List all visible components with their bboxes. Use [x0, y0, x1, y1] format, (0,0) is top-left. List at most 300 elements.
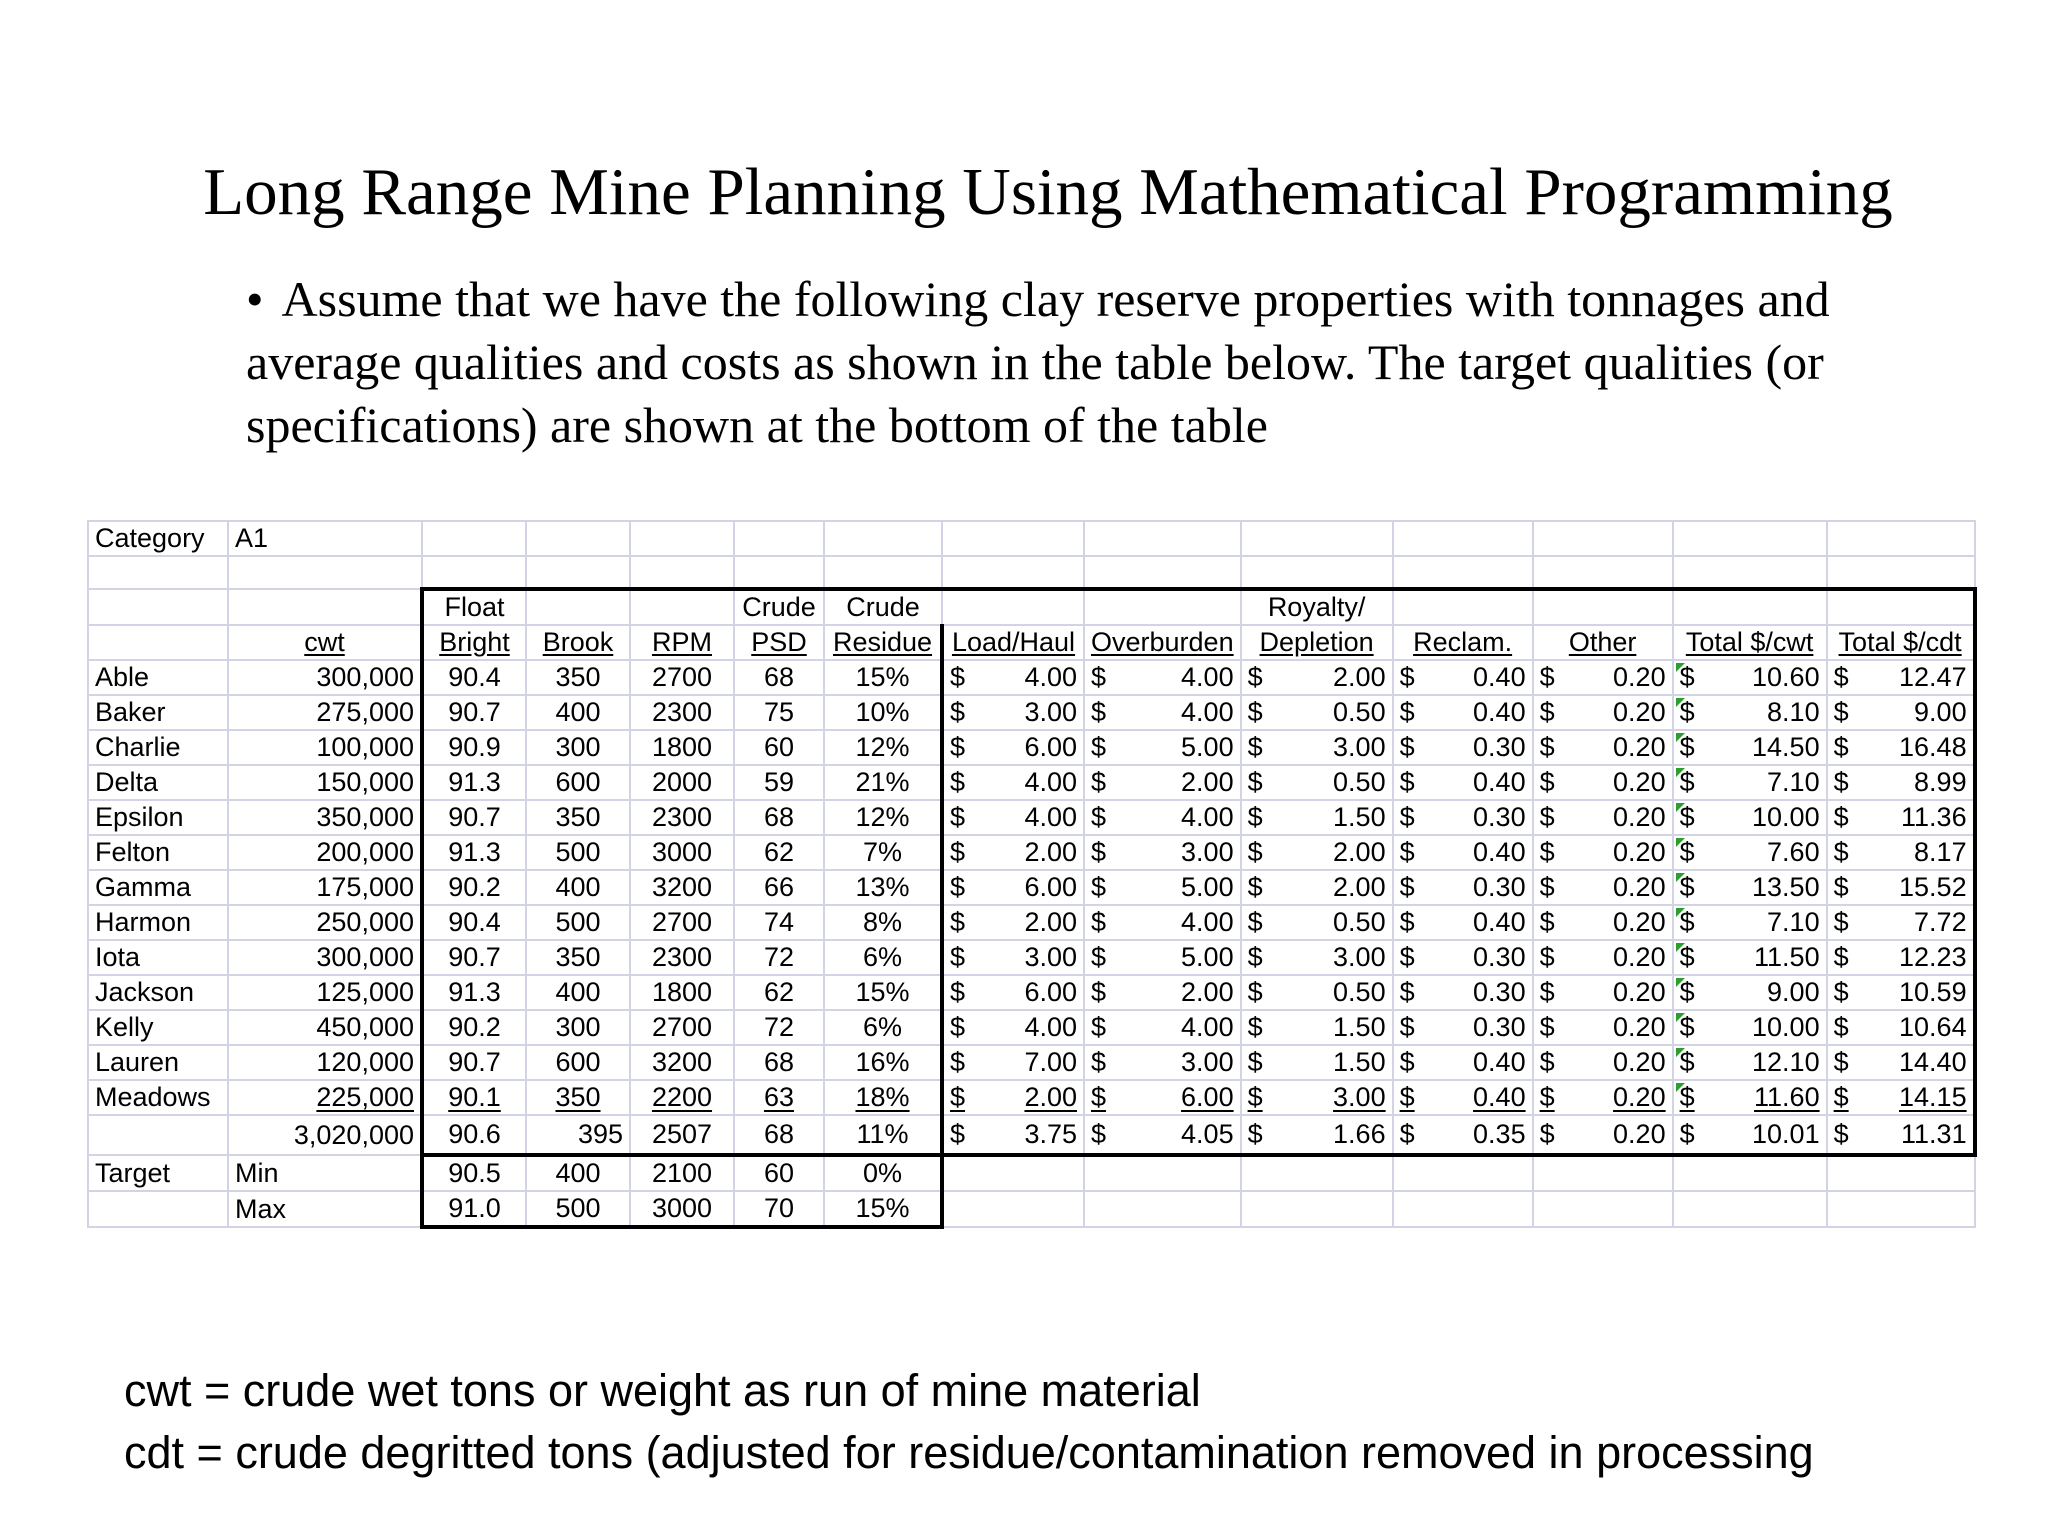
target-max-rpm: 3000: [630, 1191, 734, 1227]
total-cwt-value: 3,020,000: [228, 1115, 422, 1155]
bright-value: 91.3: [448, 767, 501, 797]
empty-cell: [1533, 556, 1673, 589]
rpm-value: 2300: [651, 942, 713, 972]
money-amount: 0.20: [1613, 1082, 1666, 1112]
column-header: [1084, 625, 1241, 660]
money-amount: 5.00: [1181, 872, 1234, 902]
empty-cell: [1827, 1155, 1975, 1191]
property-name: Felton: [88, 835, 228, 870]
rpm-value: 2300: [651, 802, 713, 832]
total-cdt-cell: [1827, 1080, 1975, 1115]
overburden-cell: [1084, 835, 1241, 870]
reclam-cell: [1393, 905, 1533, 940]
empty-cell: [824, 521, 942, 556]
bright-value: 90.4: [448, 662, 501, 692]
empty-cell: [1393, 556, 1533, 589]
empty-cell: [1673, 1155, 1827, 1191]
empty-cell: [942, 521, 1084, 556]
target-max-bright: 91.0: [422, 1191, 526, 1227]
cwt-cell: [228, 870, 422, 905]
currency-symbol: $: [1247, 662, 1263, 692]
empty-cell: [1533, 589, 1673, 625]
brook-cell: [526, 695, 630, 730]
currency-symbol: $: [1091, 837, 1107, 867]
brook-value: 400: [555, 697, 601, 727]
money-amount: 0.20: [1613, 1012, 1666, 1042]
psd-cell: [734, 730, 824, 765]
empty-cell: [1673, 556, 1827, 589]
currency-symbol: $: [950, 767, 966, 797]
residue-value: 15%: [855, 977, 910, 1007]
load-haul-cell: [942, 765, 1084, 800]
money-amount: 0.20: [1613, 1047, 1666, 1077]
psd-value: 66: [763, 872, 795, 902]
other-cell: [1533, 1045, 1673, 1080]
money-amount: 0.30: [1473, 1012, 1526, 1042]
money-amount: 7.72: [1914, 907, 1967, 937]
empty-cell: [526, 556, 630, 589]
money-amount: 2.00: [1333, 662, 1386, 692]
psd-cell: [734, 800, 824, 835]
bright-value: 90.7: [448, 1047, 501, 1077]
money-amount: 10.59: [1899, 977, 1967, 1007]
money-amount: 0.50: [1333, 907, 1386, 937]
currency-symbol: $: [1833, 1119, 1849, 1149]
money-amount: 4.00: [1181, 802, 1234, 832]
column-header-text: Load/Haul: [951, 627, 1076, 657]
money-amount: 0.40: [1473, 662, 1526, 692]
money-amount: 12.23: [1899, 942, 1967, 972]
overburden-cell: [1084, 730, 1241, 765]
table-row: [88, 695, 1975, 730]
money-amount: 5.00: [1181, 732, 1234, 762]
total-cdt-cell: [1827, 905, 1975, 940]
money-amount: 3.00: [1181, 837, 1234, 867]
cwt-cell: [228, 1045, 422, 1080]
money-amount: 9.00: [1914, 697, 1967, 727]
column-header: [526, 625, 630, 660]
table-row: [88, 940, 1975, 975]
money-amount: 2.00: [1024, 1082, 1077, 1112]
money-amount: 11.60: [1754, 1082, 1820, 1112]
currency-symbol: $: [1833, 942, 1849, 972]
residue-cell: [824, 940, 942, 975]
money-amount: 7.10: [1767, 767, 1820, 797]
currency-symbol: $: [1539, 872, 1555, 902]
rpm-value: 2700: [651, 907, 713, 937]
target-max-brook: 500: [526, 1191, 630, 1227]
load-haul-cell: [942, 1080, 1084, 1115]
currency-symbol: $: [1091, 732, 1107, 762]
reclam-cell: [1393, 765, 1533, 800]
load-haul-cell: [942, 940, 1084, 975]
total-cdt-cell: [1827, 940, 1975, 975]
money-amount: 5.00: [1181, 942, 1234, 972]
currency-symbol: $: [1539, 907, 1555, 937]
rpm-cell: [630, 1080, 734, 1115]
bullet-text: Assume that we have the following clay reserve properties with tonnages and average qualities and costs as shown in the table below. The target qualities (or specifications) are shown at the bottom of the table: [246, 271, 1830, 453]
money-amount: 0.20: [1613, 837, 1666, 867]
empty-cell: [942, 589, 1084, 625]
table-row: [88, 975, 1975, 1010]
residue-value: 10%: [855, 697, 910, 727]
rpm-cell: [630, 765, 734, 800]
money-amount: 0.20: [1613, 977, 1666, 1007]
brook-value: 500: [555, 837, 601, 867]
table-row: [88, 1080, 1975, 1115]
residue-value: 12%: [855, 732, 910, 762]
column-header-text: Total $/cwt: [1685, 627, 1814, 657]
currency-symbol: $: [1247, 697, 1263, 727]
cwt-value: 450,000: [316, 1012, 414, 1042]
total-reclam: [1393, 1115, 1533, 1155]
money-amount: 14.40: [1899, 1047, 1967, 1077]
royalty-cell: [1241, 870, 1393, 905]
rpm-value: 2200: [651, 1082, 713, 1112]
reclam-cell: [1393, 975, 1533, 1010]
money-amount: 0.40: [1473, 837, 1526, 867]
money-amount: 6.00: [1024, 872, 1077, 902]
psd-value: 60: [763, 732, 795, 762]
empty-cell: [1084, 521, 1241, 556]
total-cwt-cell: [1673, 1080, 1827, 1115]
residue-value: 8%: [862, 907, 903, 937]
psd-value: 68: [763, 1047, 795, 1077]
money-amount: 0.50: [1333, 697, 1386, 727]
target-max-row: [88, 1191, 1975, 1227]
empty-cell: [526, 589, 630, 625]
property-name: Delta: [88, 765, 228, 800]
currency-symbol: $: [1247, 907, 1263, 937]
definitions-notes: [124, 1360, 2024, 1484]
property-name: Lauren: [88, 1045, 228, 1080]
header-float: Float: [422, 589, 526, 625]
total-cwt-cell: [1673, 765, 1827, 800]
money-amount: 0.40: [1473, 767, 1526, 797]
money-amount: 2.00: [1333, 872, 1386, 902]
empty-cell: [1393, 521, 1533, 556]
money-amount: 15.52: [1899, 872, 1967, 902]
cwt-cell: [228, 905, 422, 940]
cwt-value: 225,000: [316, 1082, 414, 1112]
property-name: Jackson: [88, 975, 228, 1010]
money-amount: 12.10: [1752, 1047, 1820, 1077]
money-amount: 1.50: [1333, 1047, 1386, 1077]
total-cdt-cell: [1827, 765, 1975, 800]
column-header: [824, 625, 942, 660]
currency-symbol: $: [950, 802, 966, 832]
target-min-rpm: 2100: [630, 1155, 734, 1191]
currency-symbol: $: [1399, 1012, 1415, 1042]
column-header: [228, 625, 422, 660]
currency-symbol: $: [1539, 697, 1555, 727]
other-cell: [1533, 765, 1673, 800]
bright-cell: [422, 975, 526, 1010]
currency-symbol: $: [1833, 767, 1849, 797]
overburden-cell: [1084, 1010, 1241, 1045]
brook-value: 300: [555, 1012, 601, 1042]
bright-cell: [422, 1045, 526, 1080]
residue-value: 7%: [862, 837, 903, 867]
reclam-cell: [1393, 835, 1533, 870]
empty-cell: [88, 1115, 228, 1155]
currency-symbol: $: [950, 732, 966, 762]
currency-symbol: $: [1539, 1082, 1555, 1112]
cwt-value: 200,000: [316, 837, 414, 867]
psd-value: 62: [763, 977, 795, 1007]
currency-symbol: $: [1679, 837, 1695, 867]
total-bright: 90.6: [422, 1115, 526, 1155]
table-row: [88, 730, 1975, 765]
column-header: [1533, 625, 1673, 660]
money-amount: 14.15: [1899, 1082, 1967, 1112]
currency-symbol: $: [1679, 1119, 1695, 1149]
load-haul-cell: [942, 905, 1084, 940]
currency-symbol: $: [950, 837, 966, 867]
cwt-value: 125,000: [316, 977, 414, 1007]
table-row: [88, 905, 1975, 940]
currency-symbol: $: [1833, 732, 1849, 762]
total-royalty: [1241, 1115, 1393, 1155]
empty-cell: [422, 521, 526, 556]
money-amount: 14.50: [1752, 732, 1820, 762]
column-header-text: Overburden: [1091, 627, 1234, 657]
residue-cell: [824, 905, 942, 940]
other-cell: [1533, 730, 1673, 765]
empty-cell: [1393, 589, 1533, 625]
residue-value: 21%: [855, 767, 910, 797]
money-amount: 4.00: [1181, 907, 1234, 937]
currency-symbol: $: [1247, 942, 1263, 972]
column-header-text: Bright: [439, 627, 510, 657]
empty-cell: [734, 556, 824, 589]
load-haul-cell: [942, 800, 1084, 835]
load-haul-cell: [942, 1045, 1084, 1080]
residue-cell: [824, 1045, 942, 1080]
money-amount: 4.05: [1181, 1119, 1234, 1149]
column-header-text: Total $/cdt: [1838, 627, 1962, 657]
money-amount: 0.20: [1613, 697, 1666, 727]
total-cwt-cell: [1673, 1010, 1827, 1045]
bullet-paragraph: [246, 268, 1886, 457]
empty-cell: [88, 1191, 228, 1227]
property-name: Harmon: [88, 905, 228, 940]
currency-symbol: $: [1833, 907, 1849, 937]
money-amount: 16.48: [1899, 732, 1967, 762]
total-cwt-cell: [1673, 870, 1827, 905]
column-header: [942, 625, 1084, 660]
rpm-cell: [630, 695, 734, 730]
brook-value: 400: [555, 977, 601, 1007]
money-amount: 8.17: [1914, 837, 1967, 867]
currency-symbol: $: [1539, 767, 1555, 797]
rpm-value: 2000: [651, 767, 713, 797]
rpm-value: 3000: [651, 837, 713, 867]
empty-cell: [1084, 1191, 1241, 1227]
currency-symbol: $: [950, 697, 966, 727]
currency-symbol: $: [1539, 977, 1555, 1007]
total-total-cdt: [1827, 1115, 1975, 1155]
psd-cell: [734, 835, 824, 870]
empty-cell: [630, 556, 734, 589]
empty-cell: [1673, 1191, 1827, 1227]
note-cdt: cdt = crude degritted tons (adjusted for residue/contamination removed in processing: [124, 1427, 1814, 1478]
brook-cell: [526, 765, 630, 800]
money-amount: 2.00: [1181, 977, 1234, 1007]
bright-value: 90.7: [448, 942, 501, 972]
total-cdt-cell: [1827, 1045, 1975, 1080]
empty-cell: [1393, 1155, 1533, 1191]
category-value: A1: [228, 521, 422, 556]
psd-cell: [734, 940, 824, 975]
royalty-cell: [1241, 765, 1393, 800]
total-residue: 11%: [824, 1115, 942, 1155]
residue-value: 12%: [855, 802, 910, 832]
bright-value: 91.3: [448, 977, 501, 1007]
money-amount: 6.00: [1024, 977, 1077, 1007]
property-name: Gamma: [88, 870, 228, 905]
total-total-cwt: [1673, 1115, 1827, 1155]
money-amount: 3.00: [1024, 942, 1077, 972]
cwt-value: 175,000: [316, 872, 414, 902]
other-cell: [1533, 660, 1673, 695]
load-haul-cell: [942, 1010, 1084, 1045]
overburden-cell: [1084, 660, 1241, 695]
bright-cell: [422, 940, 526, 975]
money-amount: 12.47: [1899, 662, 1967, 692]
money-amount: 0.20: [1613, 767, 1666, 797]
money-amount: 0.40: [1473, 1082, 1526, 1112]
bright-cell: [422, 800, 526, 835]
total-overburden: [1084, 1115, 1241, 1155]
load-haul-cell: [942, 695, 1084, 730]
cwt-value: 150,000: [316, 767, 414, 797]
currency-symbol: $: [1539, 837, 1555, 867]
currency-symbol: $: [1679, 697, 1695, 727]
currency-symbol: $: [1539, 802, 1555, 832]
column-header-text: RPM: [652, 627, 712, 657]
empty-cell: [1241, 1155, 1393, 1191]
cwt-cell: [228, 800, 422, 835]
currency-symbol: $: [1247, 1047, 1263, 1077]
load-haul-cell: [942, 975, 1084, 1010]
money-amount: 6.00: [1181, 1082, 1234, 1112]
table-row: [88, 1010, 1975, 1045]
total-cwt-cell: [1673, 905, 1827, 940]
table-row: [88, 1045, 1975, 1080]
currency-symbol: $: [1399, 1082, 1415, 1112]
money-amount: 0.30: [1473, 732, 1526, 762]
empty-row: [88, 556, 1975, 589]
column-header: [88, 625, 228, 660]
empty-cell: [1533, 1191, 1673, 1227]
currency-symbol: $: [1399, 872, 1415, 902]
property-name: Iota: [88, 940, 228, 975]
total-cdt-cell: [1827, 1010, 1975, 1045]
bright-value: 90.2: [448, 872, 501, 902]
money-amount: 6.00: [1024, 732, 1077, 762]
total-cwt-cell: [1673, 940, 1827, 975]
total-rpm: 2507: [630, 1115, 734, 1155]
header-row: [88, 625, 1975, 660]
currency-symbol: $: [1679, 872, 1695, 902]
rpm-value: 2700: [651, 1012, 713, 1042]
money-amount: 0.30: [1473, 942, 1526, 972]
property-name: Charlie: [88, 730, 228, 765]
currency-symbol: $: [1833, 1047, 1849, 1077]
money-amount: 8.10: [1767, 697, 1820, 727]
empty-cell: [228, 556, 422, 589]
brook-cell: [526, 800, 630, 835]
psd-value: 63: [763, 1082, 795, 1112]
psd-value: 72: [763, 942, 795, 972]
rpm-value: 1800: [651, 732, 713, 762]
money-amount: 8.99: [1914, 767, 1967, 797]
other-cell: [1533, 800, 1673, 835]
empty-cell: [824, 556, 942, 589]
currency-symbol: $: [950, 942, 966, 972]
empty-cell: [88, 589, 228, 625]
residue-value: 18%: [855, 1082, 910, 1112]
money-amount: 0.30: [1473, 977, 1526, 1007]
currency-symbol: $: [1539, 662, 1555, 692]
reserve-properties-table: [87, 520, 1977, 1229]
money-amount: 3.00: [1333, 942, 1386, 972]
load-haul-cell: [942, 660, 1084, 695]
rpm-value: 3200: [651, 872, 713, 902]
money-amount: 1.50: [1333, 1012, 1386, 1042]
rpm-value: 3200: [651, 1047, 713, 1077]
currency-symbol: $: [950, 977, 966, 1007]
currency-symbol: $: [950, 1012, 966, 1042]
empty-cell: [630, 589, 734, 625]
currency-symbol: $: [1399, 662, 1415, 692]
money-amount: 3.00: [1181, 1047, 1234, 1077]
cwt-cell: [228, 660, 422, 695]
money-amount: 7.10: [1767, 907, 1820, 937]
currency-symbol: $: [950, 907, 966, 937]
column-header: [630, 625, 734, 660]
empty-cell: [1827, 556, 1975, 589]
money-amount: 4.00: [1024, 802, 1077, 832]
money-amount: 0.20: [1613, 872, 1666, 902]
money-amount: 7.00: [1024, 1047, 1077, 1077]
empty-cell: [1241, 521, 1393, 556]
money-amount: 0.20: [1613, 802, 1666, 832]
residue-cell: [824, 730, 942, 765]
target-max-psd: 70: [734, 1191, 824, 1227]
bright-value: 90.7: [448, 802, 501, 832]
empty-cell: [1084, 1155, 1241, 1191]
currency-symbol: $: [1399, 697, 1415, 727]
currency-symbol: $: [1091, 1012, 1107, 1042]
total-cwt-cell: [1673, 730, 1827, 765]
residue-cell: [824, 800, 942, 835]
cwt-cell: [228, 975, 422, 1010]
empty-cell: [1084, 556, 1241, 589]
header-top-row: [88, 589, 1975, 625]
currency-symbol: $: [1091, 802, 1107, 832]
money-amount: 0.20: [1613, 1119, 1666, 1149]
overburden-cell: [1084, 975, 1241, 1010]
total-cwt-cell: [1673, 1045, 1827, 1080]
money-amount: 10.01: [1752, 1119, 1820, 1149]
total-cwt-cell: [1673, 835, 1827, 870]
currency-symbol: $: [1247, 977, 1263, 1007]
reclam-cell: [1393, 800, 1533, 835]
bright-value: 90.9: [448, 732, 501, 762]
currency-symbol: $: [1247, 837, 1263, 867]
